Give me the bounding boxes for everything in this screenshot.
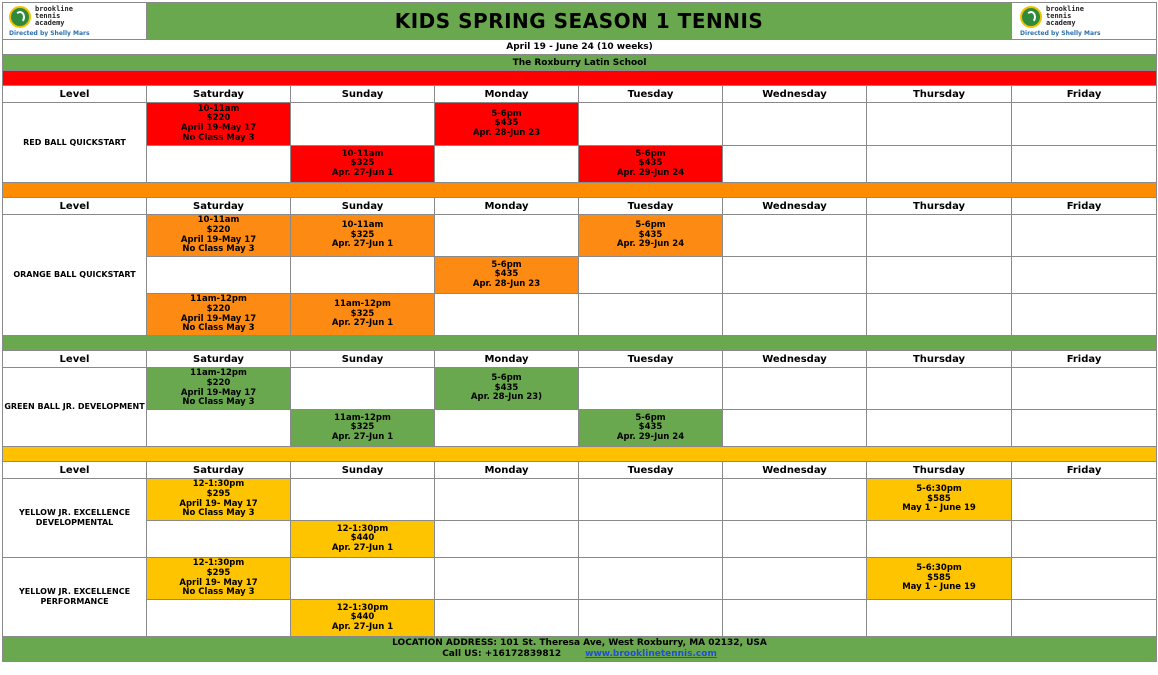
tennis-ball-icon	[1020, 6, 1042, 28]
empty-slot-thursday	[867, 103, 1012, 146]
color-band	[3, 336, 1157, 351]
empty-slot-wednesday	[723, 146, 867, 183]
empty-slot-friday	[1012, 294, 1157, 336]
empty-slot-saturday	[147, 600, 291, 637]
column-header-thursday: Thursday	[867, 86, 1012, 103]
empty-slot-monday	[435, 410, 579, 447]
empty-slot-monday	[435, 215, 579, 257]
empty-slot-wednesday	[723, 521, 867, 558]
empty-slot-thursday	[867, 257, 1012, 294]
empty-slot-saturday	[147, 257, 291, 294]
column-header-sunday: Sunday	[291, 462, 435, 479]
column-header-row	[3, 351, 1157, 368]
section-band-orange	[3, 183, 1157, 198]
logo-word: academy	[35, 19, 65, 27]
empty-slot-thursday	[867, 146, 1012, 183]
level-label: YELLOW JR. EXCELLENCE PERFORMANCE	[3, 558, 147, 637]
column-header-monday: Monday	[435, 351, 579, 368]
empty-slot-thursday	[867, 521, 1012, 558]
class-slot-sunday: 10-11am $325 Apr. 27-Jun 1	[291, 146, 435, 183]
section-band-red	[3, 71, 1157, 86]
empty-slot-monday	[435, 558, 579, 600]
empty-slot-tuesday	[579, 103, 723, 146]
column-header-level: Level	[3, 198, 147, 215]
class-slot-thursday: 5-6:30pm $585 May 1 - June 19	[867, 558, 1012, 600]
column-header-tuesday: Tuesday	[579, 198, 723, 215]
empty-slot-sunday	[291, 479, 435, 521]
level-label: ORANGE BALL QUICKSTART	[3, 215, 147, 336]
schedule-row	[3, 558, 1157, 600]
empty-slot-tuesday	[579, 521, 723, 558]
schedule-row	[3, 521, 1157, 558]
schedule-row	[3, 410, 1157, 447]
school-name: The Roxburry Latin School	[3, 55, 1157, 71]
column-header-saturday: Saturday	[147, 351, 291, 368]
schedule-row	[3, 479, 1157, 521]
column-header-friday: Friday	[1012, 198, 1157, 215]
empty-slot-tuesday	[579, 368, 723, 410]
column-header-friday: Friday	[1012, 462, 1157, 479]
column-header-level: Level	[3, 462, 147, 479]
class-slot-tuesday: 5-6pm $435 Apr. 29-Jun 24	[579, 146, 723, 183]
class-slot-saturday: 12-1:30pm $295 April 19- May 17 No Class May 3	[147, 479, 291, 521]
season-dates: April 19 - June 24 (10 weeks)	[3, 40, 1157, 55]
empty-slot-thursday	[867, 215, 1012, 257]
schedule-row	[3, 294, 1157, 336]
empty-slot-tuesday	[579, 294, 723, 336]
empty-slot-wednesday	[723, 294, 867, 336]
column-header-wednesday: Wednesday	[723, 462, 867, 479]
class-slot-monday: 5-6pm $435 Apr. 28-Jun 23)	[435, 368, 579, 410]
header-row	[3, 3, 1157, 40]
empty-slot-friday	[1012, 600, 1157, 637]
schedule-row	[3, 215, 1157, 257]
logo-word: tennis	[1046, 12, 1072, 20]
empty-slot-sunday	[291, 368, 435, 410]
logo-word: brookline	[1046, 5, 1084, 13]
class-slot-sunday: 11am-12pm $325 Apr. 27-Jun 1	[291, 410, 435, 447]
schedule-row	[3, 368, 1157, 410]
footer	[3, 637, 1157, 662]
class-slot-tuesday: 5-6pm $435 Apr. 29-Jun 24	[579, 410, 723, 447]
class-slot-sunday: 12-1:30pm $440 Apr. 27-Jun 1	[291, 521, 435, 558]
column-header-sunday: Sunday	[291, 351, 435, 368]
class-slot-tuesday: 5-6pm $435 Apr. 29-Jun 24	[579, 215, 723, 257]
color-band	[3, 183, 1157, 198]
empty-slot-wednesday	[723, 410, 867, 447]
phone-number: Call US: +16172839812	[442, 649, 562, 659]
empty-slot-thursday	[867, 368, 1012, 410]
empty-slot-wednesday	[723, 103, 867, 146]
logo-word: tennis	[35, 12, 61, 20]
column-header-thursday: Thursday	[867, 351, 1012, 368]
empty-slot-friday	[1012, 479, 1157, 521]
column-header-wednesday: Wednesday	[723, 351, 867, 368]
empty-slot-monday	[435, 479, 579, 521]
empty-slot-tuesday	[579, 479, 723, 521]
empty-slot-thursday	[867, 410, 1012, 447]
class-slot-sunday: 12-1:30pm $440 Apr. 27-Jun 1	[291, 600, 435, 637]
level-label: YELLOW JR. EXCELLENCE DEVELOPMENTAL	[3, 479, 147, 558]
empty-slot-friday	[1012, 215, 1157, 257]
column-header-monday: Monday	[435, 86, 579, 103]
column-header-friday: Friday	[1012, 86, 1157, 103]
empty-slot-monday	[435, 146, 579, 183]
column-header-sunday: Sunday	[291, 86, 435, 103]
logo-tagline: Directed by Shelly Mars	[1020, 29, 1101, 37]
section-band-yellow	[3, 447, 1157, 462]
logo-tagline: Directed by Shelly Mars	[9, 29, 90, 37]
empty-slot-friday	[1012, 558, 1157, 600]
column-header-sunday: Sunday	[291, 198, 435, 215]
color-band	[3, 71, 1157, 86]
empty-slot-wednesday	[723, 558, 867, 600]
class-slot-thursday: 5-6:30pm $585 May 1 - June 19	[867, 479, 1012, 521]
class-slot-saturday: 10-11am $220 April 19-May 17 No Class May 3	[147, 215, 291, 257]
section-band-green	[3, 336, 1157, 351]
empty-slot-monday	[435, 600, 579, 637]
column-header-level: Level	[3, 351, 147, 368]
column-header-monday: Monday	[435, 462, 579, 479]
empty-slot-thursday	[867, 600, 1012, 637]
dates-row	[3, 40, 1157, 55]
schedule-row	[3, 257, 1157, 294]
schedule-row	[3, 103, 1157, 146]
empty-slot-monday	[435, 521, 579, 558]
empty-slot-thursday	[867, 294, 1012, 336]
logo-word: brookline	[35, 5, 73, 13]
empty-slot-wednesday	[723, 215, 867, 257]
empty-slot-wednesday	[723, 368, 867, 410]
schedule-row	[3, 146, 1157, 183]
schedule-table	[2, 2, 1157, 662]
empty-slot-monday	[435, 294, 579, 336]
empty-slot-saturday	[147, 410, 291, 447]
column-header-row	[3, 86, 1157, 103]
column-header-row	[3, 462, 1157, 479]
empty-slot-wednesday	[723, 479, 867, 521]
empty-slot-friday	[1012, 257, 1157, 294]
class-slot-monday: 5-6pm $435 Apr. 28-Jun 23	[435, 103, 579, 146]
empty-slot-tuesday	[579, 257, 723, 294]
empty-slot-wednesday	[723, 600, 867, 637]
empty-slot-saturday	[147, 521, 291, 558]
column-header-monday: Monday	[435, 198, 579, 215]
empty-slot-friday	[1012, 146, 1157, 183]
location-address: LOCATION ADDRESS: 101 St. Theresa Ave, West Roxburry, MA 02132, USA	[392, 638, 767, 648]
column-header-saturday: Saturday	[147, 198, 291, 215]
empty-slot-friday	[1012, 521, 1157, 558]
column-header-thursday: Thursday	[867, 198, 1012, 215]
empty-slot-sunday	[291, 257, 435, 294]
column-header-friday: Friday	[1012, 351, 1157, 368]
column-header-row	[3, 198, 1157, 215]
column-header-tuesday: Tuesday	[579, 351, 723, 368]
empty-slot-tuesday	[579, 558, 723, 600]
empty-slot-saturday	[147, 146, 291, 183]
page-title: KIDS SPRING SEASON 1 TENNIS	[147, 3, 1012, 40]
level-label: RED BALL QUICKSTART	[3, 103, 147, 183]
column-header-saturday: Saturday	[147, 462, 291, 479]
column-header-wednesday: Wednesday	[723, 198, 867, 215]
column-header-wednesday: Wednesday	[723, 86, 867, 103]
empty-slot-friday	[1012, 368, 1157, 410]
school-row	[3, 55, 1157, 71]
empty-slot-sunday	[291, 558, 435, 600]
class-slot-saturday: 11am-12pm $220 April 19-May 17 No Class May 3	[147, 368, 291, 410]
class-slot-sunday: 11am-12pm $325 Apr. 27-Jun 1	[291, 294, 435, 336]
column-header-tuesday: Tuesday	[579, 86, 723, 103]
column-header-saturday: Saturday	[147, 86, 291, 103]
class-slot-saturday: 11am-12pm $220 April 19-May 17 No Class May 3	[147, 294, 291, 336]
empty-slot-friday	[1012, 103, 1157, 146]
class-slot-monday: 5-6pm $435 Apr. 28-Jun 23	[435, 257, 579, 294]
column-header-level: Level	[3, 86, 147, 103]
empty-slot-wednesday	[723, 257, 867, 294]
logo-word: academy	[1046, 19, 1076, 27]
class-slot-saturday: 12-1:30pm $295 April 19- May 17 No Class May 3	[147, 558, 291, 600]
empty-slot-sunday	[291, 103, 435, 146]
color-band	[3, 447, 1157, 462]
class-slot-sunday: 10-11am $325 Apr. 27-Jun 1	[291, 215, 435, 257]
empty-slot-friday	[1012, 410, 1157, 447]
logo-right	[1012, 3, 1157, 40]
empty-slot-tuesday	[579, 600, 723, 637]
tennis-ball-icon	[9, 6, 31, 28]
footer-row	[3, 637, 1157, 662]
website-link[interactable]: www.brooklinetennis.com	[585, 649, 717, 659]
class-slot-saturday: 10-11am $220 April 19-May 17 No Class May 3	[147, 103, 291, 146]
schedule-row	[3, 600, 1157, 637]
column-header-thursday: Thursday	[867, 462, 1012, 479]
level-label: GREEN BALL JR. DEVELOPMENT	[3, 368, 147, 447]
column-header-tuesday: Tuesday	[579, 462, 723, 479]
logo-left	[3, 3, 147, 40]
